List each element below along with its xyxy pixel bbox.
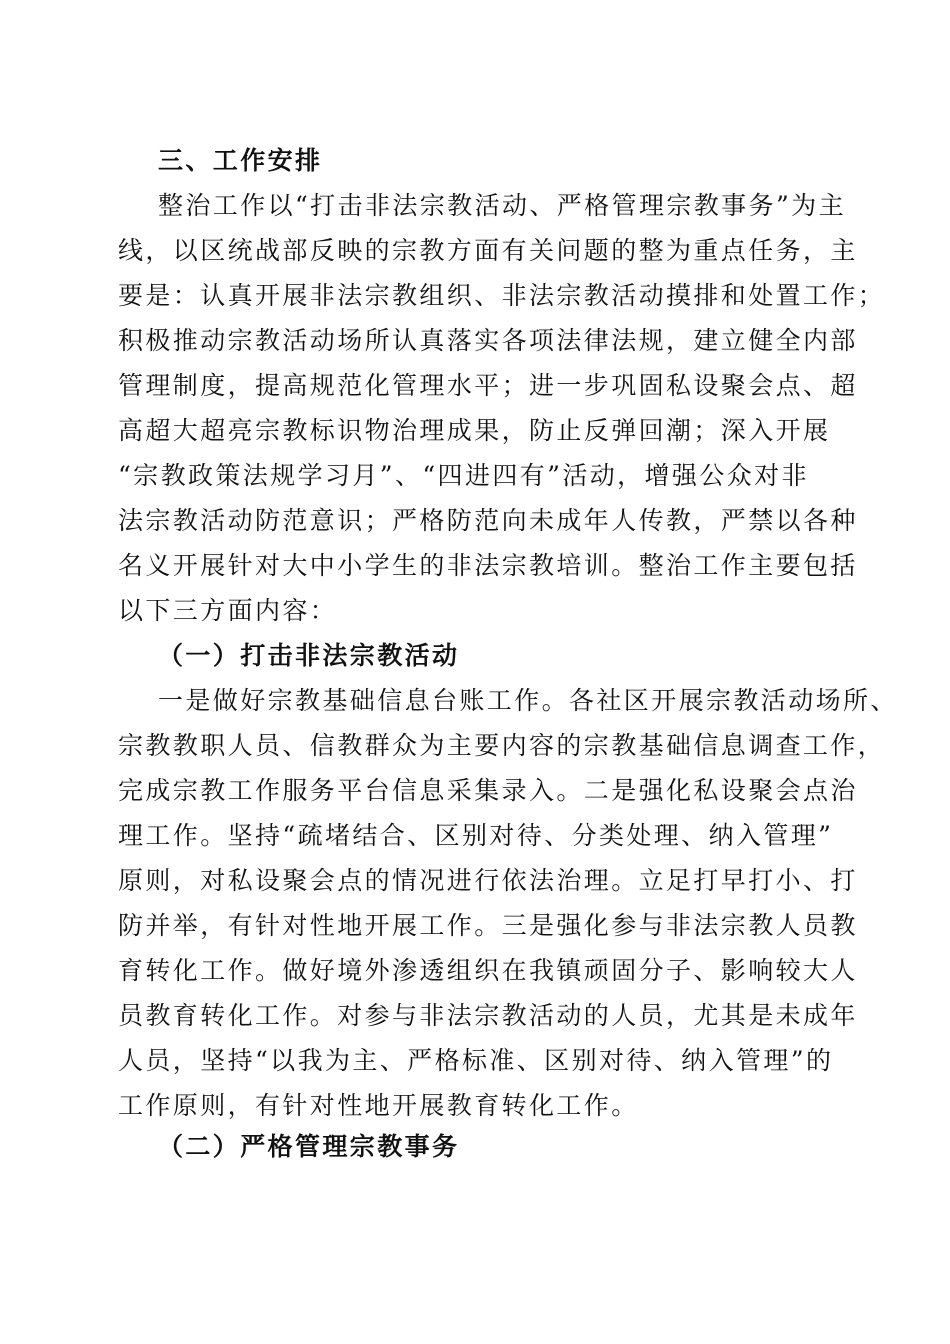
text-line: 管理制度，提高规范化管理水平；进一步巩固私设聚会点、超 [118,371,858,400]
text-line: 以下三方面内容： [118,596,338,625]
text-line: 原则，对私设聚会点的情况进行依法治理。立足打早打小、打 [118,866,858,895]
text-line: “宗教政策法规学习月”、“四进四有”活动，增强公众对非 [118,461,809,490]
text-line: 工作原则，有针对性地开展教育转化工作。 [118,1091,639,1120]
subsection-2-text: （二）严格管理宗教事务 [158,1132,460,1161]
subsection-2-title [118,1124,834,1169]
section-title-text: 三、工作安排 [158,146,323,175]
text-line: 整治工作以“打击非法宗教活动、严格管理宗教事务”为主 [158,191,846,220]
text-line: 育转化工作。做好境外渗透组织在我镇顽固分子、影响较大人 [118,956,858,985]
subsection-1-text: （一）打击非法宗教活动 [158,641,460,670]
text-line: 要是：认真开展非法宗教组织、非法宗教活动摸排和处置工作； [118,281,886,310]
text-line: 理工作。坚持“疏堵结合、区别对待、分类处理、纳入管理” [118,821,834,850]
text-line: 一是做好宗教基础信息台账工作。各社区开展宗教活动场所、 [158,686,898,715]
text-line: 名义开展针对大中小学生的非法宗教培训。整治工作主要包括 [118,551,858,580]
intro-paragraph [118,183,886,633]
text-line: 高超大超亮宗教标识物治理成果，防止反弹回潮；深入开展 [118,416,831,445]
text-line: 防并举，有针对性地开展工作。三是强化参与非法宗教人员教 [118,911,858,940]
subsection-1-title [118,633,834,678]
text-line: 宗教教职人员、信教群众为主要内容的宗教基础信息调查工作， [118,731,886,760]
text-line: 员教育转化工作。对参与非法宗教活动的人员，尤其是未成年 [118,1001,858,1030]
text-line: 人员，坚持“以我为主、严格标准、区别对待、纳入管理”的 [118,1046,834,1075]
text-line: 线，以区统战部反映的宗教方面有关问题的整为重点任务，主 [118,236,858,265]
text-line: 积极推动宗教活动场所认真落实各项法律法规，建立健全内部 [118,326,858,355]
text-line: 法宗教活动防范意识；严格防范向未成年人传教，严禁以各种 [118,506,858,535]
subsection-1-paragraph [118,678,898,1128]
section-title [118,138,834,183]
text-line: 完成宗教工作服务平台信息采集录入。二是强化私设聚会点治 [118,776,858,805]
